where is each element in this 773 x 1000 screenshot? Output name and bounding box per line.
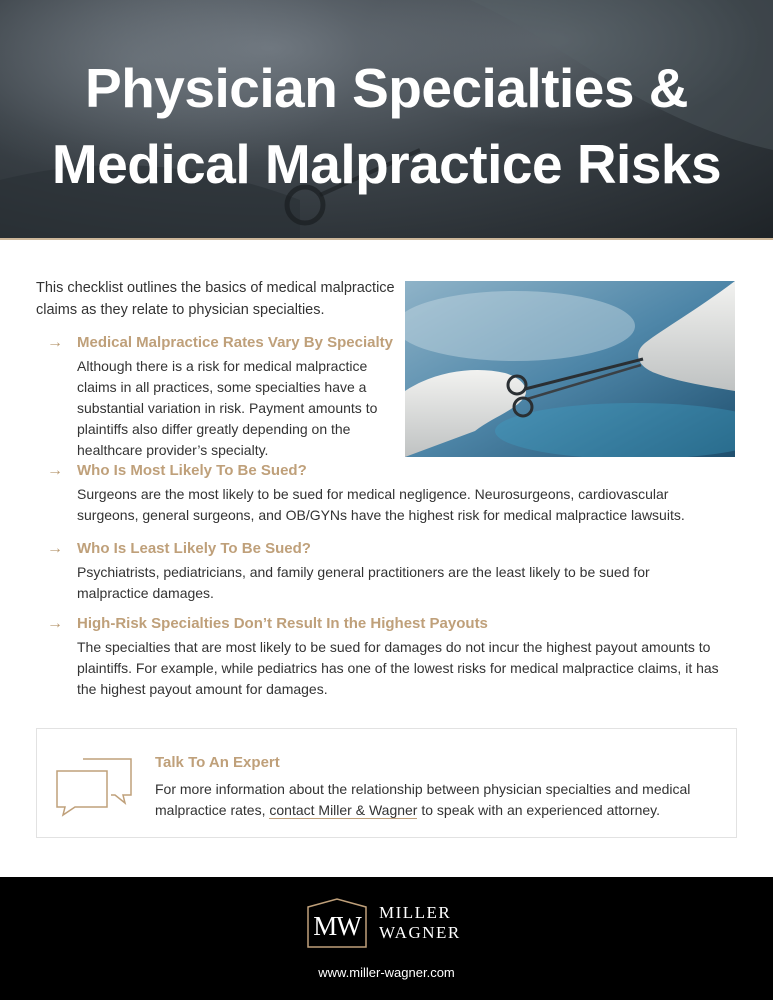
arrow-right-icon: → xyxy=(47,615,63,632)
arrow-right-icon: → xyxy=(47,462,63,479)
surgical-instrument-photo xyxy=(405,281,735,457)
page-title xyxy=(0,50,773,202)
section-highest-payouts xyxy=(47,613,727,700)
cta-title: Talk To An Expert xyxy=(155,754,280,771)
hero-banner xyxy=(0,0,773,240)
logo-monogram: MW xyxy=(313,911,361,941)
arrow-right-icon: → xyxy=(47,334,63,351)
section-body: Surgeons are the most likely to be sued for medical negligence. Neurosurgeons, cardiovascular surgeons, general surgeons, and OB/GYNs have the highest risk for medical malpractice lawsuits. xyxy=(77,486,685,523)
arrow-right-icon: → xyxy=(47,540,63,557)
section-title: Medical Malpractice Rates Vary By Specialty xyxy=(77,334,393,351)
intro-paragraph: This checklist outlines the basics of medical malpractice claims as they relate to physician specialties. xyxy=(36,280,395,318)
page-title-line-1: Physician Specialties & xyxy=(85,57,688,119)
header-divider xyxy=(0,238,773,240)
website-url[interactable]: www.miller-wagner.com xyxy=(318,965,455,980)
logo-line-2: WAGNER xyxy=(379,923,461,942)
cta-text-after: to speak with an experienced attorney. xyxy=(421,802,661,818)
logo-monogram-badge xyxy=(306,897,368,949)
section-least-likely-sued xyxy=(47,538,707,604)
section-body: Psychiatrists, pediatricians, and family general practitioners are the least likely to be sued for malpractice damages. xyxy=(77,564,650,601)
chat-bubbles-icon xyxy=(55,757,135,817)
section-most-likely-sued xyxy=(47,460,707,526)
section-title: Who Is Least Likely To Be Sued? xyxy=(77,540,311,557)
miller-wagner-logo xyxy=(306,897,470,949)
page-title-line-2: Medical Malpractice Risks xyxy=(51,133,722,195)
logo-wordmark xyxy=(379,903,461,943)
section-rates-vary xyxy=(47,332,397,461)
section-title: High-Risk Specialties Don’t Result In the Highest Payouts xyxy=(77,615,488,632)
section-title: Who Is Most Likely To Be Sued? xyxy=(77,462,307,479)
cta-text-before: For more information about the relationship between physician specialties and medical malpractice rates, xyxy=(155,781,691,818)
cta-text xyxy=(155,779,715,821)
contact-link[interactable]: contact Miller & Wagner xyxy=(269,802,418,818)
logo-line-1: MILLER xyxy=(379,903,452,922)
section-body: Although there is a risk for medical malpractice claims in all practices, some specialties have a substantial variation in risk. Payment amounts to plaintiffs also differ greatly depending on the healthcare provider’s specialty. xyxy=(77,358,378,458)
footer xyxy=(0,877,773,1000)
section-body: The specialties that are most likely to be sued for damages do not incur the highest payout amounts to plaintiffs. For example, while pediatrics has one of the lowest risks for medical malpractice claims, it has the highest payout amount for damages. xyxy=(77,639,719,697)
talk-to-expert-box xyxy=(36,728,737,838)
